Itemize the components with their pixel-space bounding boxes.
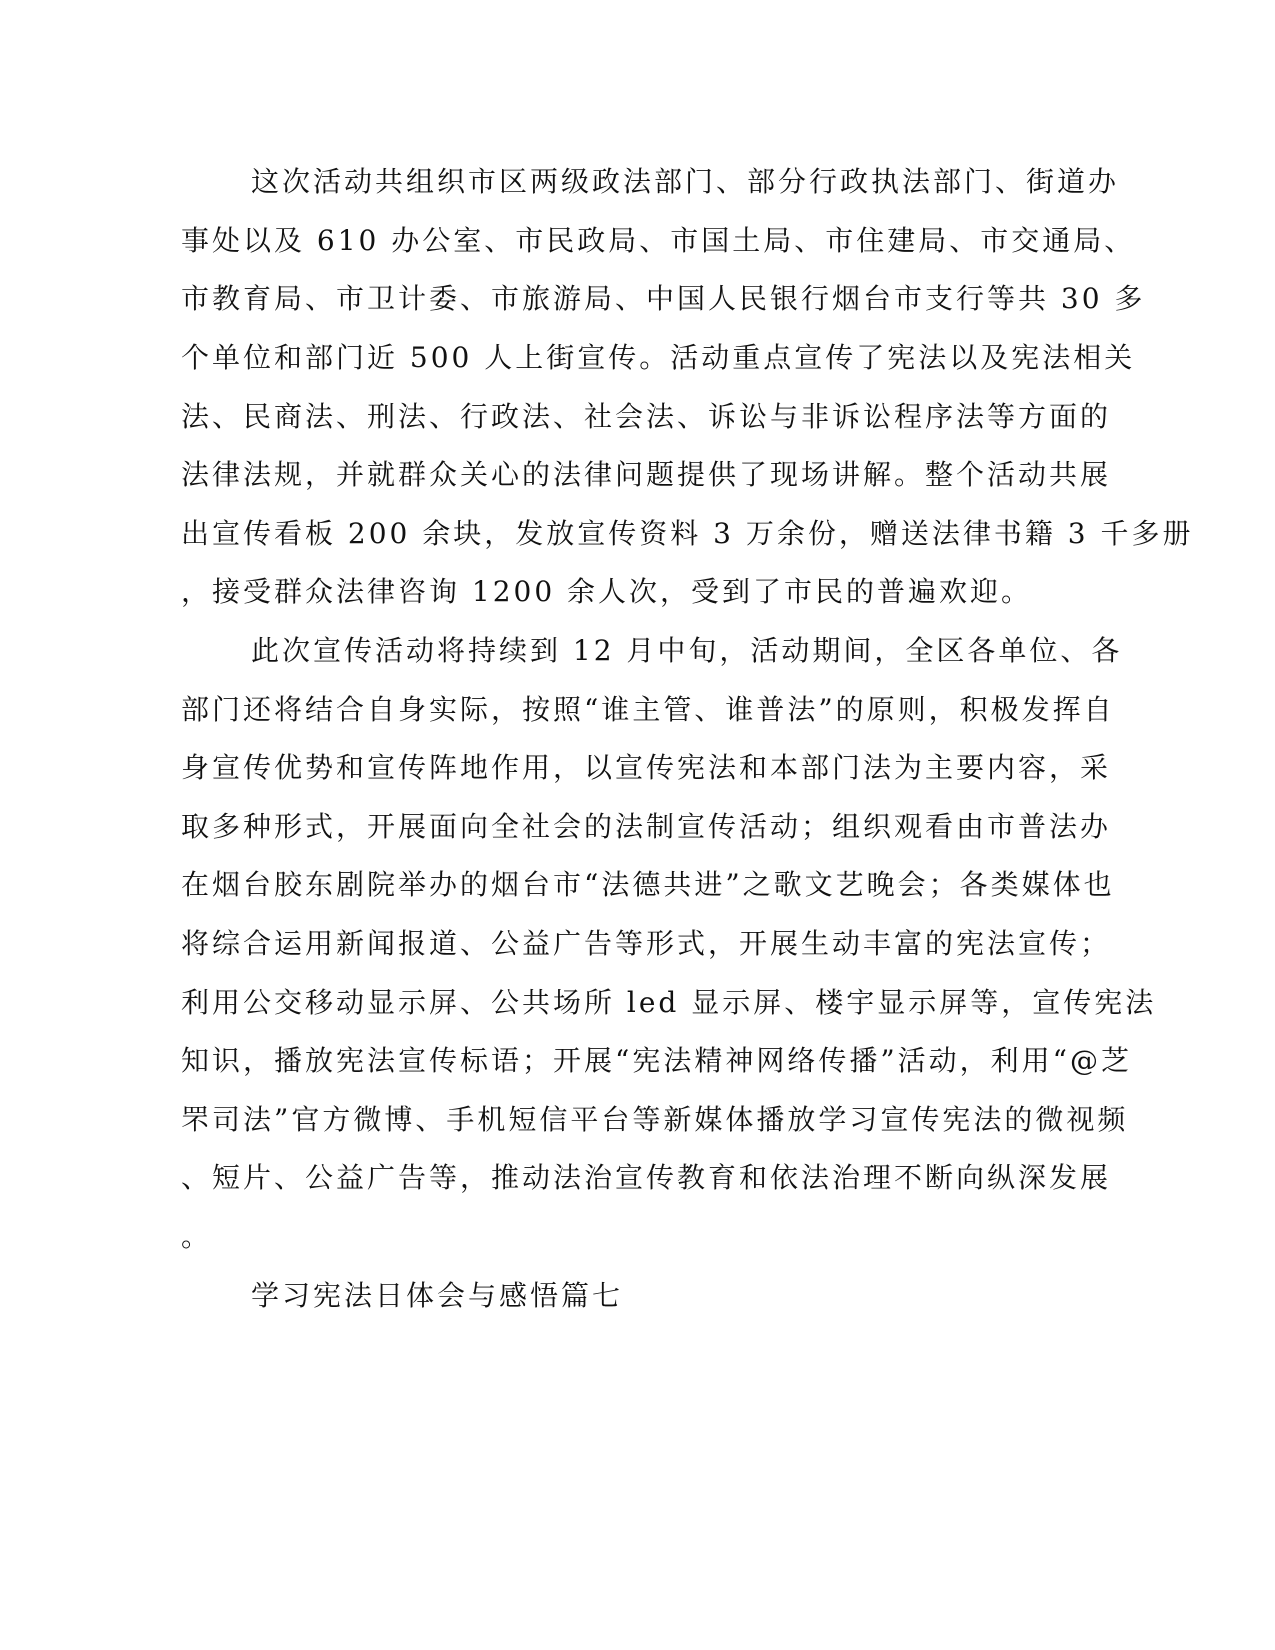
paragraph-2-line-5: 在烟台胶东剧院举办的烟台市“法德共进”之歌文艺晚会；各类媒体也 [181, 868, 1115, 901]
paragraph-2-line-4: 取多种形式，开展面向全社会的法制宣传活动；组织观看由市普法办 [181, 810, 1112, 843]
paragraph-1-line-7: 出宣传看板 200 余块，发放宣传资料 3 万余份，赠送法律书籍 3 千多册 [181, 517, 1194, 550]
paragraph-1-line-6: 法律法规，并就群众关心的法律问题提供了现场讲解。整个活动共展 [181, 458, 1112, 491]
paragraph-1-line-5: 法、民商法、刑法、行政法、社会法、诉讼与非诉讼程序法等方面的 [181, 400, 1112, 433]
paragraph-2-line-8: 知识，播放宪法宣传标语；开展“宪法精神网络传播”活动，利用“@芝 [181, 1044, 1132, 1077]
paragraph-1-line-3: 市教育局、市卫计委、市旅游局、中国人民银行烟台市支行等共 30 多 [181, 282, 1146, 315]
section-heading: 学习宪法日体会与感悟篇七 [251, 1279, 624, 1312]
paragraph-2-line-7: 利用公交移动显示屏、公共场所 led 显示屏、楼宇显示屏等，宣传宪法 [181, 986, 1157, 1019]
paragraph-2-line-9: 罘司法”官方微博、手机短信平台等新媒体播放学习宣传宪法的微视频 [181, 1103, 1129, 1136]
paragraph-1-line-4: 个单位和部门近 500 人上街宣传。活动重点宣传了宪法以及宪法相关 [181, 341, 1136, 374]
paragraph-2-line-1: 此次宣传活动将持续到 12 月中旬，活动期间，全区各单位、各 [251, 634, 1123, 667]
paragraph-2-line-6: 将综合运用新闻报道、公益广告等形式，开展生动丰富的宪法宣传； [181, 927, 1112, 960]
paragraph-1-line-1: 这次活动共组织市区两级政法部门、部分行政执法部门、街道办 [251, 165, 1120, 198]
paragraph-2-line-10: 、短片、公益广告等，推动法治宣传教育和依法治理不断向纵深发展 [181, 1161, 1112, 1194]
paragraph-2-line-11: 。 [181, 1220, 213, 1253]
paragraph-1-line-2: 事处以及 610 办公室、市民政局、市国土局、市住建局、市交通局、 [181, 224, 1136, 257]
paragraph-1-line-8: ，接受群众法律咨询 1200 余人次，受到了市民的普遍欢迎。 [181, 575, 1033, 608]
paragraph-2-line-3: 身宣传优势和宣传阵地作用，以宣传宪法和本部门法为主要内容，采 [181, 751, 1112, 784]
paragraph-2-line-2: 部门还将结合自身实际，按照“谁主管、谁普法”的原则，积极发挥自 [181, 693, 1115, 726]
